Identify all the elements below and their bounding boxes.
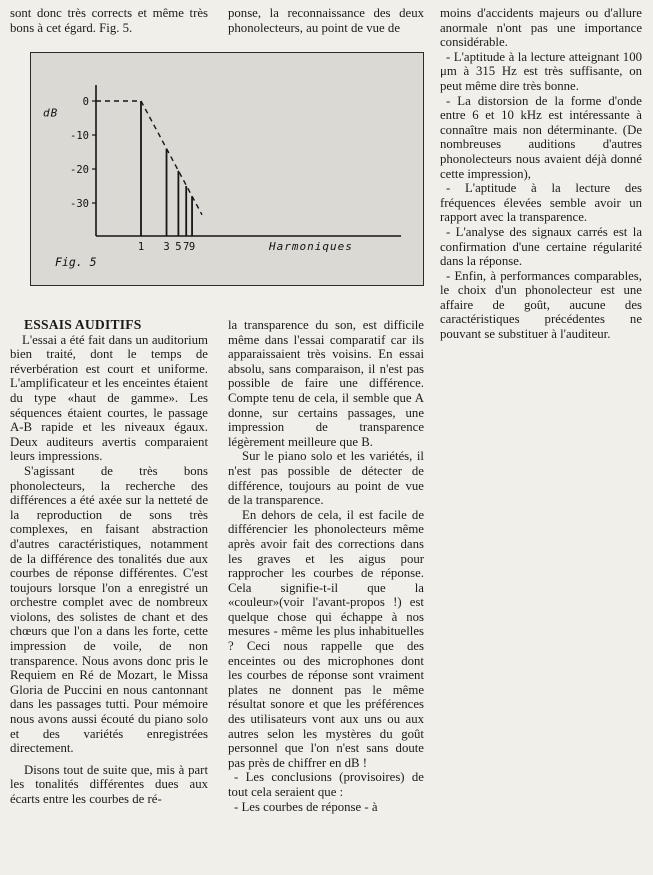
paragraph: Sur le piano solo et les variétés, il n'est pas possible de détecter de différence, toujours au point de vue de la transparence.	[228, 449, 424, 508]
svg-text:0: 0	[82, 96, 89, 108]
paragraph: la transparence du son, est difficile même dans l'essai comparatif car ils apparaissaient très voisins. En essai absolu, sans comparaison, il n'est pas possible de faire une différence. Compte tenu de cela, il semble que A donne, sur certains passages, une impression de transparence légèrement meilleure que B.	[228, 318, 424, 449]
figure-caption: Fig. 5	[55, 255, 97, 269]
fig5-plot	[31, 53, 423, 285]
svg-text:-30: -30	[70, 198, 89, 210]
paragraph: Disons tout de suite que, mis à part les tonalités différentes dues aux écarts entre les courbes de ré-	[10, 762, 208, 806]
paragraph: - La distorsion de la forme d'onde entre 6 et 10 kHz est intéressante à connaître mais non déterminante. (De nombreuses auditions d'autres phonolecteurs nous avaient déjà donné cette impression),	[440, 93, 642, 181]
svg-text:dB: dB	[43, 106, 59, 120]
paragraph: - L'aptitude à la lecture atteignant 100 μm à 315 Hz est très suffisante, on peut même dire très bonne.	[440, 49, 642, 93]
svg-text:9: 9	[188, 241, 196, 253]
svg-text:1: 1	[137, 241, 145, 253]
left-column	[10, 318, 208, 807]
paragraph: - Enfin, à performances comparables, le choix d'un phonolecteur est une affaire de goût, aucune des caractéristiques précédentes ne pouvant se substituer à l'auditeur.	[440, 268, 642, 342]
middle-column-top	[228, 6, 424, 35]
paragraph: ponse, la reconnaissance des deux phonolecteurs, au point de vue de	[228, 6, 424, 35]
svg-text:3: 3	[163, 241, 170, 253]
figure-5	[30, 52, 424, 286]
paragraph: moins d'accidents majeurs ou d'allure anormale n'ont pas une importance considérable.	[440, 6, 642, 50]
svg-text:-10: -10	[70, 130, 89, 142]
svg-text:-20: -20	[70, 164, 89, 176]
svg-text:5: 5	[175, 241, 182, 253]
section-heading: ESSAIS AUDITIFS	[24, 317, 142, 332]
paragraph: - L'analyse des signaux carrés est la confirmation d'une certaine régularité dans la réponse.	[440, 224, 642, 269]
middle-column	[228, 318, 424, 814]
paragraph: En dehors de cela, il est facile de différencier les phonolecteurs même après avoir fait des corrections dans les graves et les aigus pour rapprocher les courbes de réponse. Cela signifie-t-il que la «couleur»(voir l'avant-propos !) est quelque chose qui échappe à nos mesures - même les plus inhabituelles ? Ceci nous rappelle que des enceintes ou des microphones dont les courbes de réponse sont vraiment plates ne donnent pas le même résultat sonore et que les préférences des utilisateurs vont aux uns ou aux autres selon les mystères du goût personnel que l'on n'est sans doute pas près de chiffrer en dB !	[228, 507, 424, 770]
left-column-top	[10, 6, 208, 35]
svg-text:7: 7	[183, 241, 190, 253]
paragraph: sont donc très corrects et même très bons à cet égard. Fig. 5.	[10, 6, 208, 35]
paragraph: S'agissant de très bons phonolecteurs, la recherche des différences a été axée sur la netteté de la reproduction de sons très complexes, en faisant abstraction d'autres caractéristiques, notamment de la différence des tonalités due aux courbes de réponse différentes. C'est toujours lorsque l'on a enregistré un orchestre complet avec de nombreux violons, des solistes de chant et des chœurs que l'on a dans les forte, cette impression de voile, de non transparence. Nous avons donc pris le Requiem en Ré de Mozart, le Missa Gloria de Puccini en nous cantonnant dans les passages tutti. Pour mémoire nous avons aussi écouté du piano solo et des variétés enregistrées directement.	[10, 463, 208, 756]
right-column	[440, 6, 642, 342]
paragraph: L'essai a été fait dans un auditorium bien traité, dont le temps de réverbération est court et uniforme. L'amplificateur et les enceintes étaient du type «haut de gamme». Les séquences étaient courtes, le passage A-B rapide et les niveaux égaux. Deux auditeurs avertis comparaient leurs impressions.	[10, 332, 208, 464]
paragraph: - Les conclusions (provisoires) de tout cela seraient que :	[228, 770, 424, 799]
paragraph: - Les courbes de réponse - à	[234, 799, 378, 814]
paragraph: - L'aptitude à la lecture des fréquences élevées semble avoir un rapport avec la transparence.	[440, 181, 642, 225]
svg-text:Harmoniques: Harmoniques	[269, 240, 353, 253]
